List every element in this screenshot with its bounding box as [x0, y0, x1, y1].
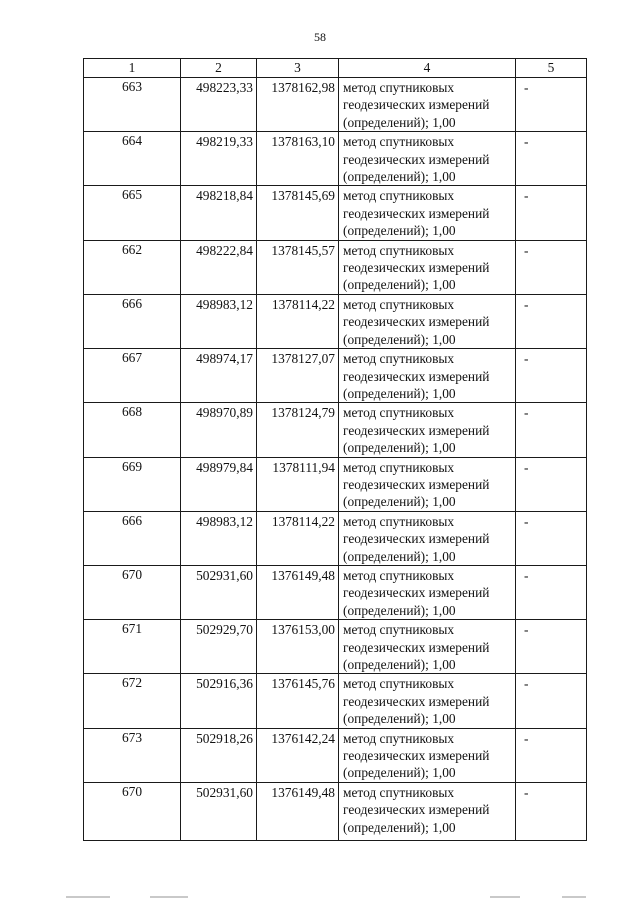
note-cell: -: [516, 403, 587, 457]
x-coordinate-cell: 502916,36: [181, 674, 257, 728]
note-cell: -: [516, 132, 587, 186]
x-coordinate-cell: 502918,26: [181, 728, 257, 782]
note-cell: -: [516, 674, 587, 728]
table-row: [84, 565, 587, 619]
y-coordinate-cell: 1378111,94: [257, 457, 339, 511]
method-line-3: (определений); 1,00: [343, 277, 456, 293]
point-number-cell: 664: [84, 132, 181, 186]
method-cell: [339, 782, 516, 840]
point-number-cell: 662: [84, 240, 181, 294]
method-line-2: геодезических измерений: [343, 476, 490, 492]
method-line-3: (определений); 1,00: [343, 548, 456, 564]
table-row: [84, 511, 587, 565]
y-coordinate-cell: 1376153,00: [257, 620, 339, 674]
table-row: [84, 349, 587, 403]
method-line-3: (определений); 1,00: [343, 602, 456, 618]
point-number-cell: 665: [84, 186, 181, 240]
x-coordinate-cell: 502931,60: [181, 782, 257, 840]
method-line-2: геодезических измерений: [343, 260, 490, 276]
coordinates-table: [83, 58, 587, 841]
note-cell: -: [516, 565, 587, 619]
y-coordinate-cell: 1378114,22: [257, 294, 339, 348]
method-cell: [339, 132, 516, 186]
x-coordinate-cell: 498219,33: [181, 132, 257, 186]
scan-artifact: [150, 896, 188, 898]
method-line-1: метод спутниковых: [343, 188, 455, 204]
y-coordinate-cell: 1376149,48: [257, 782, 339, 840]
x-coordinate-cell: 498983,12: [181, 511, 257, 565]
scan-artifact: [66, 896, 110, 898]
note-cell: -: [516, 349, 587, 403]
x-coordinate-cell: 498218,84: [181, 186, 257, 240]
header-col-2: 2: [181, 59, 257, 78]
method-line-2: геодезических измерений: [343, 422, 490, 438]
y-coordinate-cell: 1378127,07: [257, 349, 339, 403]
page-number: 58: [314, 30, 326, 44]
point-number-cell: 670: [84, 565, 181, 619]
method-cell: [339, 457, 516, 511]
note-cell: -: [516, 186, 587, 240]
note-cell: -: [516, 78, 587, 132]
note-cell: -: [516, 782, 587, 840]
y-coordinate-cell: 1378124,79: [257, 403, 339, 457]
table-row: [84, 78, 587, 132]
y-coordinate-cell: 1376149,48: [257, 565, 339, 619]
x-coordinate-cell: 498974,17: [181, 349, 257, 403]
method-cell: [339, 186, 516, 240]
table-row: [84, 294, 587, 348]
table-header-row: [84, 59, 587, 78]
method-cell: [339, 403, 516, 457]
method-line-1: метод спутниковых: [343, 459, 455, 475]
y-coordinate-cell: 1378145,69: [257, 186, 339, 240]
point-number-cell: 670: [84, 782, 181, 840]
method-line-3: (определений); 1,00: [343, 169, 456, 185]
method-line-2: геодезических измерений: [343, 151, 490, 167]
note-cell: -: [516, 511, 587, 565]
point-number-cell: 663: [84, 78, 181, 132]
method-line-3: (определений); 1,00: [343, 494, 456, 510]
table-row: [84, 403, 587, 457]
method-line-1: метод спутниковых: [343, 405, 455, 421]
method-cell: [339, 511, 516, 565]
header-col-1: 1: [84, 59, 181, 78]
scan-artifact: [490, 896, 520, 898]
point-number-cell: 667: [84, 349, 181, 403]
point-number-cell: 673: [84, 728, 181, 782]
method-cell: [339, 294, 516, 348]
point-number-cell: 666: [84, 511, 181, 565]
x-coordinate-cell: 498983,12: [181, 294, 257, 348]
y-coordinate-cell: 1378114,22: [257, 511, 339, 565]
point-number-cell: 671: [84, 620, 181, 674]
method-line-2: геодезических измерений: [343, 314, 490, 330]
method-line-1: метод спутниковых: [343, 567, 455, 583]
method-cell: [339, 620, 516, 674]
method-line-1: метод спутниковых: [343, 730, 455, 746]
x-coordinate-cell: 498979,84: [181, 457, 257, 511]
method-line-2: геодезических измерений: [343, 531, 490, 547]
y-coordinate-cell: 1378163,10: [257, 132, 339, 186]
method-line-2: геодезических измерений: [343, 802, 490, 818]
method-line-3: (определений); 1,00: [343, 765, 456, 781]
y-coordinate-cell: 1378145,57: [257, 240, 339, 294]
note-cell: -: [516, 728, 587, 782]
method-line-1: метод спутниковых: [343, 134, 455, 150]
x-coordinate-cell: 502929,70: [181, 620, 257, 674]
method-line-2: геодезических измерений: [343, 585, 490, 601]
table-row: [84, 782, 587, 840]
table-body: [84, 78, 587, 841]
note-cell: -: [516, 294, 587, 348]
method-cell: [339, 78, 516, 132]
note-cell: -: [516, 457, 587, 511]
method-line-1: метод спутниковых: [343, 622, 455, 638]
y-coordinate-cell: 1376142,24: [257, 728, 339, 782]
point-number-cell: 666: [84, 294, 181, 348]
scan-artifact: [562, 896, 586, 898]
table-row: [84, 240, 587, 294]
method-line-2: геодезических измерений: [343, 205, 490, 221]
method-line-1: метод спутниковых: [343, 80, 455, 95]
method-line-2: геодезических измерений: [343, 748, 490, 764]
point-number-cell: 672: [84, 674, 181, 728]
point-number-cell: 669: [84, 457, 181, 511]
method-line-1: метод спутниковых: [343, 676, 455, 692]
table-row: [84, 674, 587, 728]
table-row: [84, 457, 587, 511]
method-line-1: метод спутниковых: [343, 242, 455, 258]
method-cell: [339, 349, 516, 403]
method-line-1: метод спутниковых: [343, 784, 455, 800]
note-cell: -: [516, 620, 587, 674]
method-line-2: геодезических измерений: [343, 97, 490, 113]
method-cell: [339, 728, 516, 782]
method-line-2: геодезических измерений: [343, 368, 490, 384]
header-col-4: 4: [339, 59, 516, 78]
header-col-5: 5: [516, 59, 587, 78]
method-line-2: геодезических измерений: [343, 639, 490, 655]
x-coordinate-cell: 498223,33: [181, 78, 257, 132]
method-line-1: метод спутниковых: [343, 351, 455, 367]
y-coordinate-cell: 1376145,76: [257, 674, 339, 728]
note-cell: -: [516, 240, 587, 294]
method-cell: [339, 240, 516, 294]
method-line-3: (определений); 1,00: [343, 657, 456, 672]
header-col-3: 3: [257, 59, 339, 78]
x-coordinate-cell: 498970,89: [181, 403, 257, 457]
method-line-2: геодезических измерений: [343, 693, 490, 709]
table-row: [84, 728, 587, 782]
method-cell: [339, 565, 516, 619]
y-coordinate-cell: 1378162,98: [257, 78, 339, 132]
method-line-3: (определений); 1,00: [343, 114, 456, 130]
x-coordinate-cell: 502931,60: [181, 565, 257, 619]
table-row: [84, 620, 587, 674]
method-line-3: (определений); 1,00: [343, 440, 456, 456]
method-line-3: (определений); 1,00: [343, 819, 456, 835]
method-line-3: (определений); 1,00: [343, 223, 456, 239]
x-coordinate-cell: 498222,84: [181, 240, 257, 294]
method-line-3: (определений); 1,00: [343, 385, 456, 401]
point-number-cell: 668: [84, 403, 181, 457]
method-line-1: метод спутниковых: [343, 513, 455, 529]
method-line-3: (определений); 1,00: [343, 711, 456, 727]
method-cell: [339, 674, 516, 728]
table-row: [84, 132, 587, 186]
method-line-1: метод спутниковых: [343, 296, 455, 312]
method-line-3: (определений); 1,00: [343, 331, 456, 347]
table-row: [84, 186, 587, 240]
